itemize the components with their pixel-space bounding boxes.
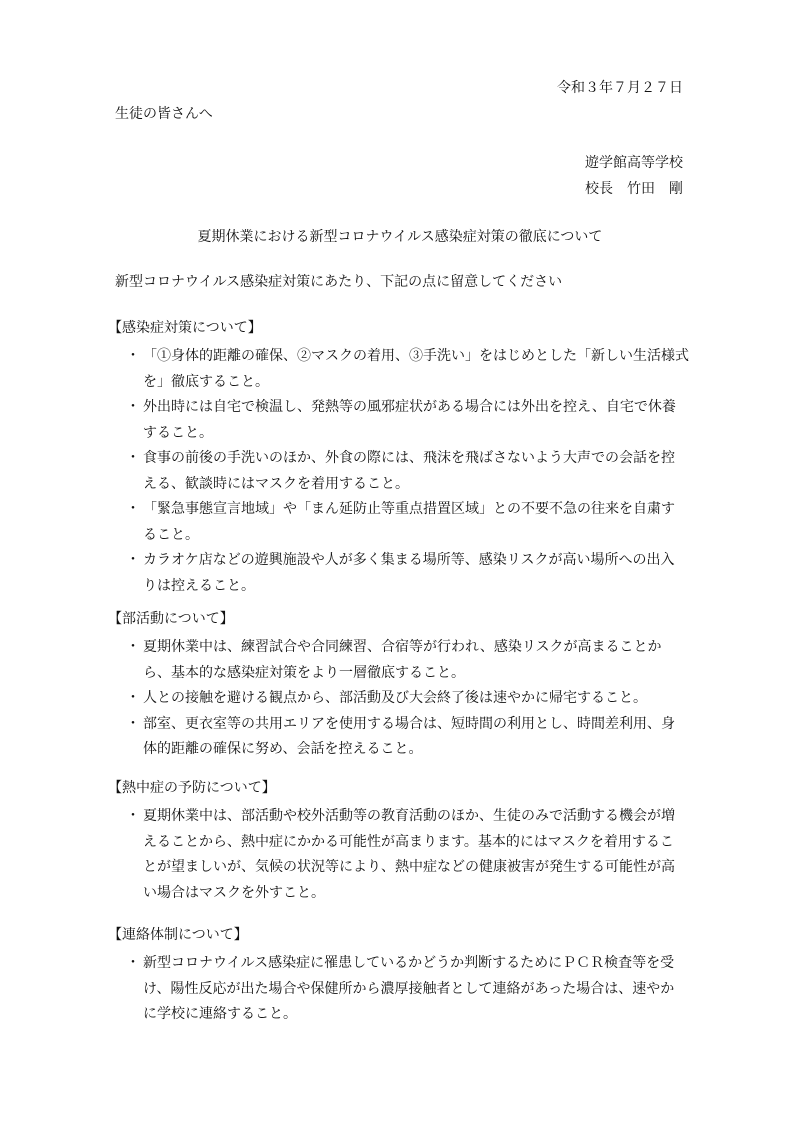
item-line: ・ 夏期休業中は、部活動や校外活動等の教育活動のほか、生徒のみで活動する機会が増 (143, 808, 675, 824)
recipient-line: 生徒の皆さんへ (115, 106, 213, 122)
list-item (108, 344, 698, 395)
item-line: ること。 (143, 526, 199, 543)
list-item (108, 712, 698, 763)
item-line: け、陽性反応が出た場合や保健所から濃厚接触者として連絡があった場合は、速やか (143, 980, 675, 997)
school-name: 遊学館高等学校 (585, 155, 683, 171)
item-line: に学校に連絡すること。 (143, 1006, 297, 1022)
section-club-activities (108, 609, 698, 763)
list-item (108, 497, 698, 548)
item-line: ・ 「緊急事態宣言地域」や「まん延防止等重点措置区域」との不要不急の往来を自粛す (143, 501, 675, 517)
item-line: 体的距離の確保に努め、会話を控えること。 (143, 741, 423, 757)
list-item (108, 951, 698, 1028)
document-title: 夏期休業における新型コロナウイルス感染症対策の徹底について (197, 229, 603, 245)
item-line: ・ 人との接触を避ける観点から、部活動及び大会終了後は速やかに帰宅すること。 (143, 690, 647, 706)
item-line: すること。 (143, 424, 213, 441)
item-line: い場合はマスクを外すこと。 (143, 884, 325, 901)
section-title: 【連絡体制について】 (108, 927, 248, 943)
item-line: える、歓談時にはマスクを着用すること。 (143, 475, 409, 492)
list-item (108, 395, 698, 446)
list-item (108, 548, 698, 599)
section-contact (108, 925, 698, 1028)
list-item (108, 804, 698, 906)
document-date: 令和３年７月２７日 (557, 80, 683, 96)
list-item (108, 686, 698, 712)
section-title: 【熱中症の予防について】 (108, 780, 276, 796)
item-line: を」徹底すること。 (143, 373, 269, 390)
list-item (108, 446, 698, 497)
item-line: とが望ましいが、気候の状況等により、熱中症などの健康被害が発生する可能性が高 (143, 859, 675, 875)
sender-block (585, 150, 683, 202)
item-line: ・ 部室、更衣室等の共用エリアを使用する場合は、短時間の利用とし、時間差利用、身 (143, 715, 675, 732)
item-line: ・ 新型コロナウイルス感染症に罹患しているかどうか判断するためにＰＣＲ検査等を受 (143, 955, 675, 971)
item-line: ・ 夏期休業中は、練習試合や合同練習、合宿等が行われ、感染リスクが高まることか (143, 639, 662, 655)
item-line: ・ 「①身体的距離の確保、②マスクの着用、③手洗い」をはじめとした「新しい生活様式 (143, 348, 689, 364)
principal-name: 校長 竹田 剛 (585, 181, 683, 197)
section-title: 【部活動について】 (108, 611, 234, 627)
item-line: りは控えること。 (143, 577, 255, 594)
item-line: ・ 外出時には自宅で検温し、発熱等の風邪症状がある場合には外出を控え、自宅で休養 (143, 399, 676, 415)
section-heatstroke (108, 778, 698, 906)
item-line: ・ 食事の前後の手洗いのほか、外食の際には、飛沫を飛ばさないよう大声での会話を控 (143, 450, 675, 466)
section-infection-control (108, 318, 698, 599)
item-line: ・ カラオケ店などの遊興施設や人が多く集まる場所等、感染リスクが高い場所への出入 (143, 552, 675, 568)
list-item (108, 635, 698, 686)
item-line: ら、基本的な感染症対策をより一層徹底すること。 (143, 664, 465, 681)
section-title: 【感染症対策について】 (108, 320, 262, 336)
intro-text: 新型コロナウイルス感染症対策にあたり、下記の点に留意してください (115, 274, 563, 290)
item-line: えることから、熱中症にかかる可能性が高まります。基本的にはマスクを着用するこ (143, 833, 674, 850)
